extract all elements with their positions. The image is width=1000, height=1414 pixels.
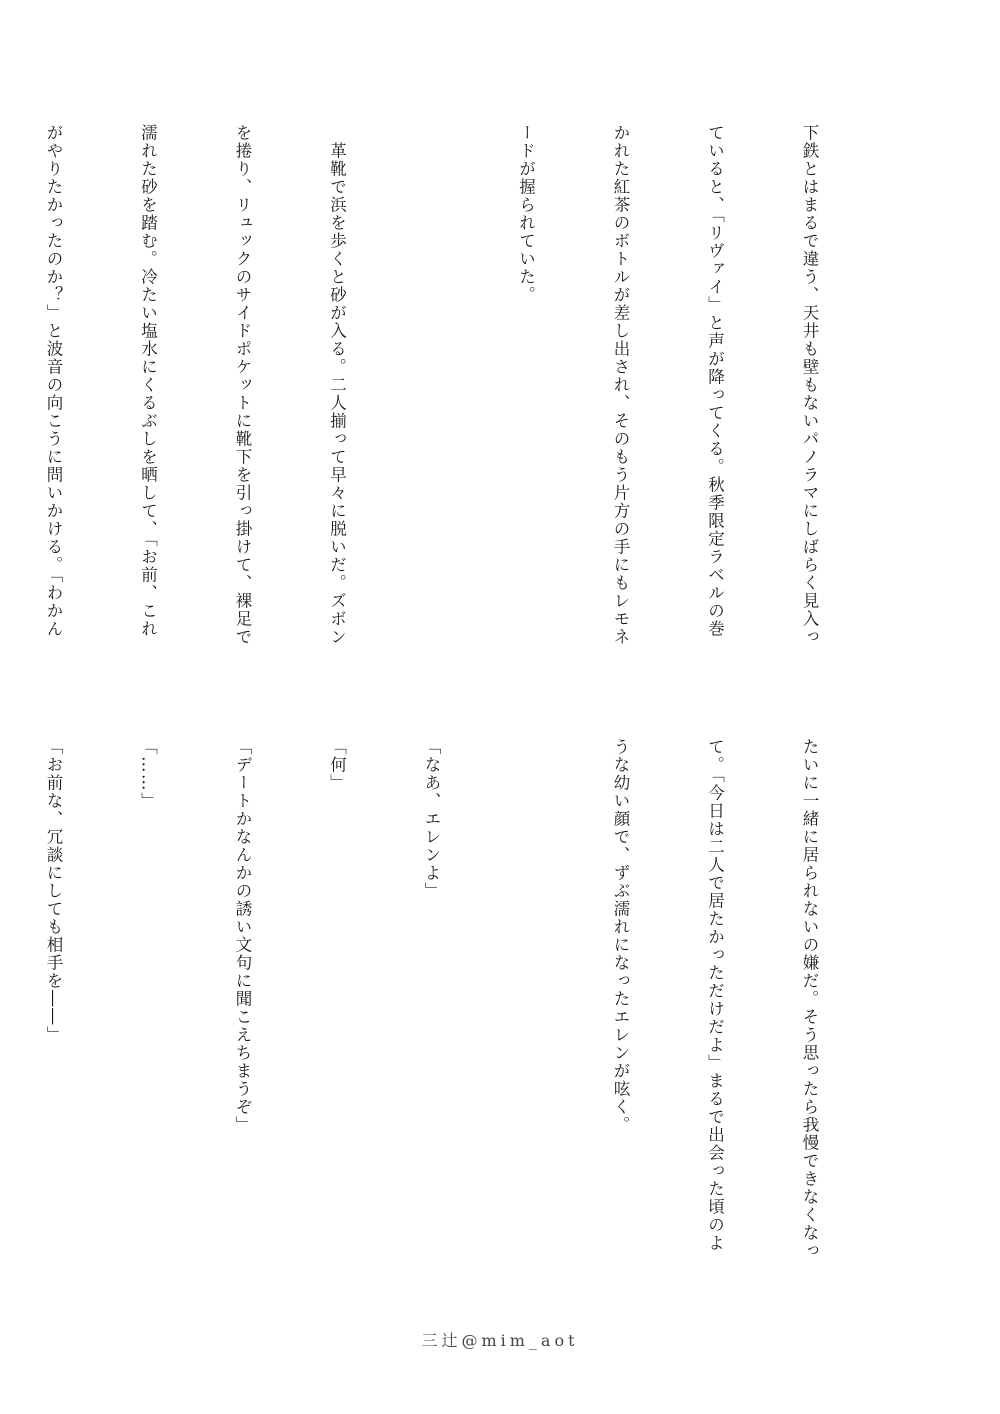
- dialogue-line: 「デートかなんかの誘い文句に聞こえちまうぞ」: [233, 738, 252, 1134]
- text-line: 濡れた砂を踏む。冷たい塩水にくるぶしを晒して、「お前、これ: [138, 124, 158, 638]
- text-line: かれた紅茶のボトルが差し出され、そのもう片方の手にもレモネ: [611, 124, 630, 646]
- blank-line: [416, 124, 448, 684]
- text-line: を捲り、リュックのサイドポケットに靴下を引っ掛けて、裸足で: [233, 124, 252, 646]
- text-line: 下鉄とはまるで違う、天井も壁もないパノラマにしばらく見入っ: [800, 124, 819, 646]
- bottom-text-block: [0, 738, 888, 1298]
- author-credit: 三辻@mim_aot: [421, 1331, 579, 1350]
- text-line: ードが握られていた。: [516, 124, 536, 304]
- top-text-block: [0, 124, 888, 684]
- text-line: 革靴で浜を歩くと砂が入る。二人揃って早々に脱いだ。ズボン: [327, 124, 347, 646]
- dialogue-line: 「お前な、冗談にしても相手を――」: [44, 738, 63, 1044]
- dialogue-line: 「……」: [138, 738, 158, 810]
- blank-line: [510, 738, 542, 1298]
- text-line: うな幼い顔で、ずぶ濡れになったエレンが呟く。: [611, 738, 630, 1134]
- text-line: がやりたかったのか？」と波音の向こうに問いかける。「わかん: [44, 124, 63, 638]
- dialogue-line: 「何」: [327, 738, 347, 792]
- text-line: て。「今日は二人で居たかっただけだよ」まるで出会った頃のよ: [705, 738, 725, 1252]
- text-line: たいに一緒に居られないの嫌だ。そう思ったら我慢できなくなっ: [800, 738, 819, 1260]
- text-line: ていると、「リヴァイ」と声が降ってくる。秋季限定ラベルの巻: [705, 124, 725, 638]
- dialogue-line: 「なあ、エレンよ」: [422, 738, 441, 900]
